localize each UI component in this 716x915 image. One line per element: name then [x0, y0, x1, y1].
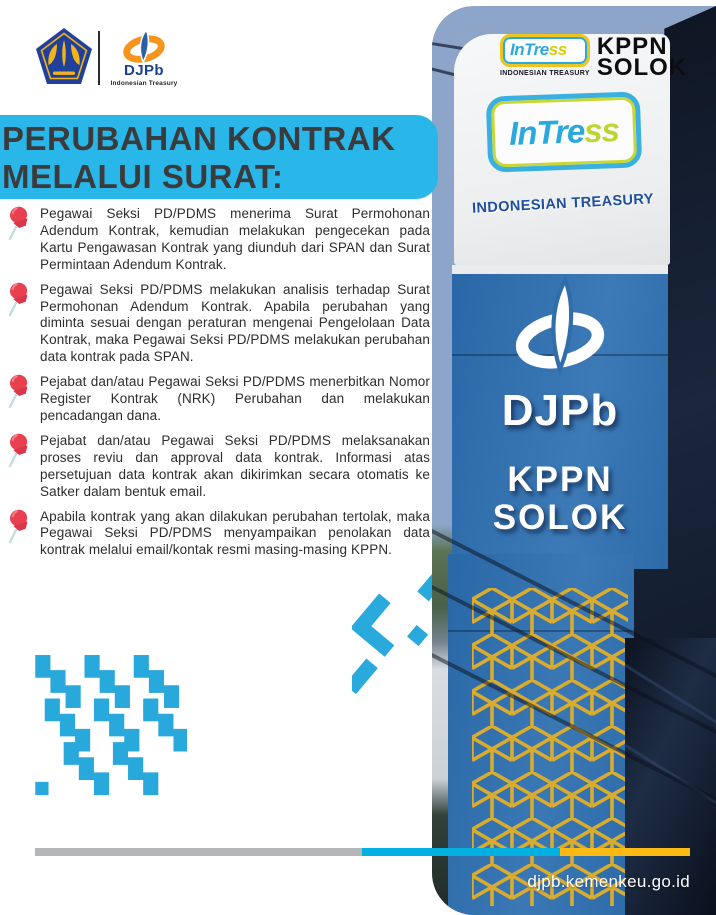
- footer-bar-cyan: [362, 848, 560, 856]
- signboard-photo: [432, 6, 716, 915]
- gold-isometric-pattern: [472, 588, 628, 906]
- pushpin-icon: [6, 280, 33, 318]
- footer-bar-yellow: [560, 848, 690, 856]
- pushpin-icon: [6, 372, 33, 410]
- bullet-text: Pegawai Seksi PD/PDMS melakukan analisis terhadap Surat Permohonan Adendum Kontrak. Apabila perubahan yang diminta sesuai dengan peraturan mengenai Pengelolaan Data Kontrak, maka Pegawai Seksi PD/PDMS melakukan perubahan data kontrak pada SPAN.: [40, 281, 430, 365]
- kemenkeu-logo-icon: [34, 27, 94, 87]
- djpb-logo: [108, 28, 180, 87]
- title-banner: [0, 115, 438, 199]
- board-tagline: INDONESIAN TREASURY: [471, 191, 655, 217]
- intress-kppn-badge: [500, 33, 688, 81]
- logo-divider: [98, 31, 100, 85]
- bullet-list: [6, 206, 430, 567]
- badge-office-text: [596, 33, 688, 81]
- board-office-line1: KPPN: [507, 460, 613, 499]
- badge-office-line2: SOLOK: [596, 54, 688, 81]
- bullet-text: Pegawai Seksi PD/PDMS menerima Surat Permohonan Adendum Kontrak, kemudian melakukan pengecekan pada Kartu Pengawasan Kontrak yang diunduh dari SPAN dan Surat Permintaan Adendum Kontrak.: [40, 206, 430, 272]
- djpb-swoosh-icon: [121, 28, 167, 64]
- intress-text-yellow: ss: [548, 40, 567, 59]
- list-item: [6, 206, 430, 274]
- pushpin-icon: [6, 204, 33, 242]
- website-url: djpb.kemenkeu.go.id: [527, 872, 690, 891]
- page-title-line1: PERUBAHAN KONTRAK: [2, 120, 396, 157]
- board-office-line2: SOLOK: [492, 498, 628, 537]
- intress-logo-text: [508, 111, 619, 153]
- intress-text-blue: InTre: [510, 40, 549, 59]
- intress-mini-logo: [500, 34, 590, 67]
- page-title-line2: MELALUI SURAT:: [2, 158, 284, 195]
- badge-tagline: INDONESIAN TREASURY: [500, 70, 590, 77]
- footer-bar-gray: [35, 848, 362, 856]
- board-org-text: DJPb: [501, 386, 619, 435]
- djpb-swoosh-icon: [508, 274, 612, 386]
- list-item: [6, 374, 430, 425]
- intress-text-green: ss: [583, 111, 620, 150]
- djpb-logo-tagline: Indonesian Treasury: [110, 80, 178, 87]
- bullet-text: Pejabat dan/atau Pegawai Seksi PD/PDMS menerbitkan Nomor Register Kontrak (NRK) Perubahan dan melakukan pencadangan dana.: [40, 374, 430, 423]
- chevron-decoration: [352, 548, 438, 710]
- list-item: [6, 433, 430, 501]
- pushpin-icon: [6, 507, 33, 545]
- list-item: [6, 282, 430, 367]
- list-item: [6, 509, 430, 560]
- badge-office-line1: KPPN: [596, 33, 668, 60]
- intress-logo: [486, 91, 643, 172]
- pushpin-icon: [6, 431, 33, 469]
- intress-text-blue: InTre: [508, 112, 585, 152]
- djpb-logo-name: DJPb: [124, 62, 164, 79]
- steps-pattern-decoration: [35, 655, 187, 797]
- bullet-text: Apabila kontrak yang akan dilakukan perubahan tertolak, maka Pegawai Seksi PD/PDMS menyampaikan penolakan data kontrak melalui email/kontak resmi masing-masing KPPN.: [40, 508, 430, 558]
- signboard-blue-panel: [452, 265, 668, 569]
- bullet-text: Pejabat dan/atau Pegawai Seksi PD/PDMS melaksanakan proses reviu dan approval data kontrak. Informasi atas persetujuan data kontrak akan dikirimkan secara otomatis ke Satker dalam bentuk email.: [40, 432, 430, 499]
